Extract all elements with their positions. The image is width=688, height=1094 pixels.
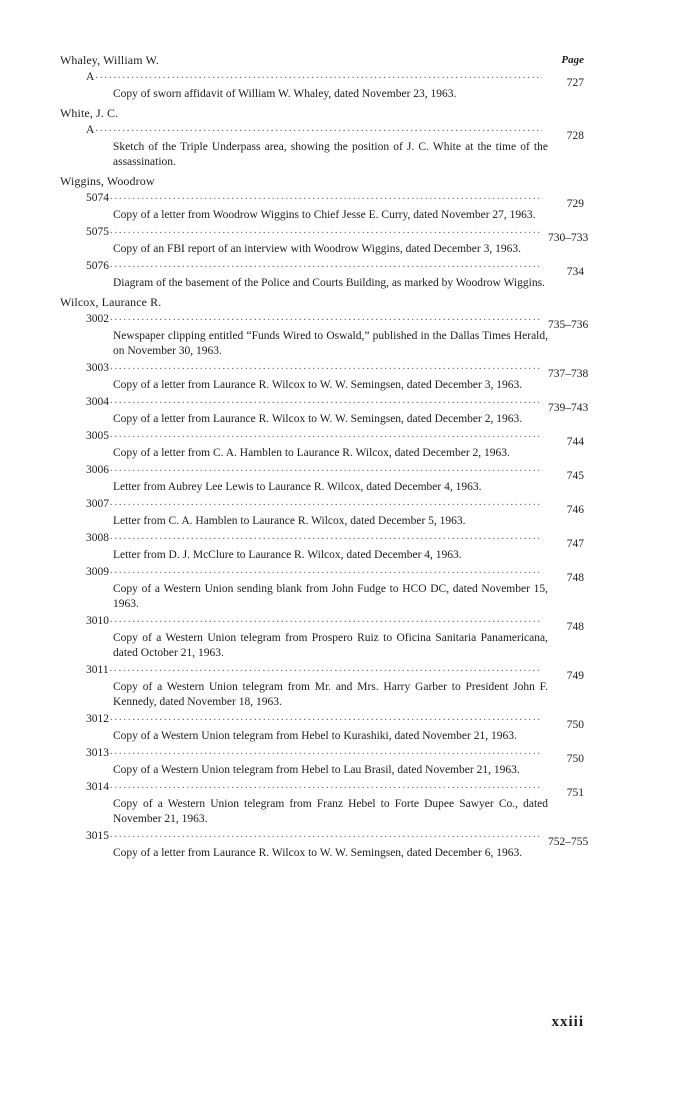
exhibit-number: 3014 bbox=[86, 781, 109, 793]
exhibit-row bbox=[86, 189, 584, 210]
exhibit-number: 3002 bbox=[86, 313, 109, 325]
exhibit-number: 3015 bbox=[86, 830, 109, 842]
exhibit-number: 3013 bbox=[86, 747, 109, 759]
exhibit-description: Sketch of the Triple Underpass area, showing the position of J. C. White at the time of the assassination. bbox=[113, 141, 548, 168]
page-reference: 745 bbox=[566, 470, 584, 482]
page-reference: 751 bbox=[566, 787, 584, 799]
page-reference: 728 bbox=[566, 130, 584, 142]
exhibit-row bbox=[86, 461, 584, 482]
exhibit-description: Copy of sworn affidavit of William W. Whaley, dated November 23, 1963. bbox=[113, 88, 457, 100]
exhibit-description: Copy of an FBI report of an interview with Woodrow Wiggins, dated December 3, 1963. bbox=[113, 243, 521, 255]
exhibit-description: Copy of a Western Union telegram from Mr. and Mrs. Harry Garber to President John F. Kennedy, dated November 18, 1963. bbox=[113, 681, 548, 708]
exhibit-row bbox=[86, 827, 589, 848]
exhibit-description: Letter from Aubrey Lee Lewis to Laurance R. Wilcox, dated December 4, 1963. bbox=[113, 481, 482, 493]
page-reference: 749 bbox=[566, 670, 584, 682]
dot-leader bbox=[110, 661, 542, 676]
dot-leader bbox=[110, 778, 542, 793]
exhibit-description: Copy of a Western Union telegram from Hebel to Kurashiki, dated November 21, 1963. bbox=[113, 730, 517, 742]
exhibit-description: Letter from D. J. McClure to Laurance R. Wilcox, dated December 4, 1963. bbox=[113, 549, 462, 561]
exhibit-entry bbox=[86, 257, 584, 291]
exhibit-description: Copy of a letter from Laurance R. Wilcox to W. W. Semingsen, dated December 2, 1963. bbox=[113, 413, 523, 425]
exhibit-entry bbox=[86, 393, 589, 427]
person-entry bbox=[60, 294, 589, 861]
exhibit-number: 5075 bbox=[86, 226, 109, 238]
exhibit-description: Newspaper clipping entitled “Funds Wired to Oswald,” published in the Dallas Times Herald, on November 30, 1963. bbox=[113, 330, 548, 357]
dot-leader bbox=[95, 68, 542, 83]
page-reference: 748 bbox=[566, 621, 584, 633]
person-entry bbox=[60, 105, 584, 170]
exhibit-number: 3005 bbox=[86, 430, 109, 442]
person-name: Wiggins, Woodrow bbox=[60, 174, 155, 188]
exhibit-entry bbox=[86, 461, 584, 495]
exhibit-row bbox=[86, 495, 584, 516]
exhibit-row bbox=[86, 310, 589, 331]
person-entry bbox=[60, 173, 589, 291]
exhibit-description: Copy of a Western Union sending blank from John Fudge to HCO DC, dated November 15, 1963. bbox=[113, 583, 548, 610]
dot-leader bbox=[110, 495, 542, 510]
exhibit-entry bbox=[86, 827, 589, 861]
exhibit-entry bbox=[86, 68, 584, 102]
exhibit-row bbox=[86, 563, 584, 584]
exhibit-entry bbox=[86, 744, 584, 778]
exhibit-entry bbox=[86, 710, 584, 744]
exhibit-row bbox=[86, 778, 584, 799]
dot-leader bbox=[110, 393, 542, 408]
exhibit-row bbox=[86, 68, 584, 89]
page-reference: 734 bbox=[566, 266, 584, 278]
exhibit-number: 3009 bbox=[86, 566, 109, 578]
dot-leader bbox=[110, 563, 542, 578]
page-reference: 737–738 bbox=[548, 368, 589, 380]
page-column-label: Page bbox=[561, 54, 584, 66]
page-reference: 750 bbox=[566, 753, 584, 765]
exhibit-entry bbox=[86, 495, 584, 529]
exhibit-number: 3007 bbox=[86, 498, 109, 510]
exhibit-number: 3004 bbox=[86, 396, 109, 408]
person-name: Whaley, William W. bbox=[60, 53, 159, 67]
dot-leader bbox=[110, 744, 542, 759]
exhibit-number: 5074 bbox=[86, 192, 109, 204]
page-reference: 727 bbox=[566, 77, 584, 89]
page-reference: 729 bbox=[566, 198, 584, 210]
dot-leader bbox=[110, 612, 542, 627]
exhibit-entry bbox=[86, 189, 584, 223]
exhibit-description: Letter from C. A. Hamblen to Laurance R. Wilcox, dated December 5, 1963. bbox=[113, 515, 466, 527]
exhibit-row bbox=[86, 427, 584, 448]
exhibit-description: Copy of a letter from Laurance R. Wilcox to W. W. Semingsen, dated December 3, 1963. bbox=[113, 379, 523, 391]
page-reference: 735–736 bbox=[548, 319, 589, 331]
exhibit-description: Copy of a letter from Woodrow Wiggins to Chief Jesse E. Curry, dated November 27, 1963. bbox=[113, 209, 536, 221]
exhibit-entry bbox=[86, 563, 584, 612]
exhibit-row bbox=[86, 612, 584, 633]
exhibit-row bbox=[86, 529, 584, 550]
dot-leader bbox=[110, 189, 542, 204]
exhibit-description: Copy of a Western Union telegram from Hebel to Lau Brasil, dated November 21, 1963. bbox=[113, 764, 520, 776]
exhibit-number: 3008 bbox=[86, 532, 109, 544]
exhibit-number: 5076 bbox=[86, 260, 109, 272]
page-reference: 739–743 bbox=[548, 402, 589, 414]
exhibit-row bbox=[86, 393, 589, 414]
page-reference: 746 bbox=[566, 504, 584, 516]
dot-leader bbox=[110, 529, 542, 544]
dot-leader bbox=[110, 827, 542, 842]
exhibit-entry bbox=[86, 359, 589, 393]
exhibit-row bbox=[86, 223, 589, 244]
exhibit-description: Copy of a Western Union telegram from Franz Hebel to Forte Dupee Sawyer Co., dated November 21, 1963. bbox=[113, 798, 548, 825]
page-reference: 750 bbox=[566, 719, 584, 731]
dot-leader bbox=[110, 223, 542, 238]
exhibit-row bbox=[86, 661, 584, 682]
page-folio: xxiii bbox=[551, 1014, 584, 1030]
page-reference: 730–733 bbox=[548, 232, 589, 244]
exhibit-entry bbox=[86, 529, 584, 563]
exhibit-number: 3010 bbox=[86, 615, 109, 627]
page-reference: 744 bbox=[566, 436, 584, 448]
exhibit-row bbox=[86, 710, 584, 731]
page-reference: 752–755 bbox=[548, 836, 589, 848]
exhibit-number: 3012 bbox=[86, 713, 109, 725]
exhibit-entry bbox=[86, 778, 584, 827]
exhibit-entry bbox=[86, 223, 589, 257]
dot-leader bbox=[95, 121, 542, 136]
exhibit-description: Diagram of the basement of the Police and Courts Building, as marked by Woodrow Wiggins. bbox=[113, 277, 545, 289]
exhibit-number: 3006 bbox=[86, 464, 109, 476]
exhibit-entry bbox=[86, 427, 584, 461]
exhibit-number: 3003 bbox=[86, 362, 109, 374]
dot-leader bbox=[110, 257, 542, 272]
person-entry bbox=[60, 52, 584, 102]
dot-leader bbox=[110, 710, 542, 725]
exhibit-entry bbox=[86, 661, 584, 710]
dot-leader bbox=[110, 427, 542, 442]
person-name: White, J. C. bbox=[60, 106, 119, 120]
exhibit-description: Copy of a letter from Laurance R. Wilcox to W. W. Semingsen, dated December 6, 1963. bbox=[113, 847, 523, 859]
exhibit-entry bbox=[86, 612, 584, 661]
exhibit-row bbox=[86, 744, 584, 765]
dot-leader bbox=[110, 310, 542, 325]
exhibit-row bbox=[86, 359, 589, 380]
exhibit-row bbox=[86, 121, 584, 142]
page-reference: 747 bbox=[566, 538, 584, 550]
exhibit-row bbox=[86, 257, 584, 278]
exhibit-index bbox=[60, 52, 589, 864]
exhibit-entry bbox=[86, 310, 589, 359]
page-reference: 748 bbox=[566, 572, 584, 584]
dot-leader bbox=[110, 359, 542, 374]
exhibit-entry bbox=[86, 121, 584, 170]
person-name: Wilcox, Laurance R. bbox=[60, 295, 162, 309]
exhibit-number: 3011 bbox=[86, 664, 109, 676]
exhibit-number: A bbox=[86, 124, 95, 136]
exhibit-description: Copy of a Western Union telegram from Prospero Ruiz to Oficina Sanitaria Panamericana, dated October 21, 1963. bbox=[113, 632, 548, 659]
exhibit-description: Copy of a letter from C. A. Hamblen to Laurance R. Wilcox, dated December 2, 1963. bbox=[113, 447, 510, 459]
exhibit-number: A bbox=[86, 71, 95, 83]
dot-leader bbox=[110, 461, 542, 476]
